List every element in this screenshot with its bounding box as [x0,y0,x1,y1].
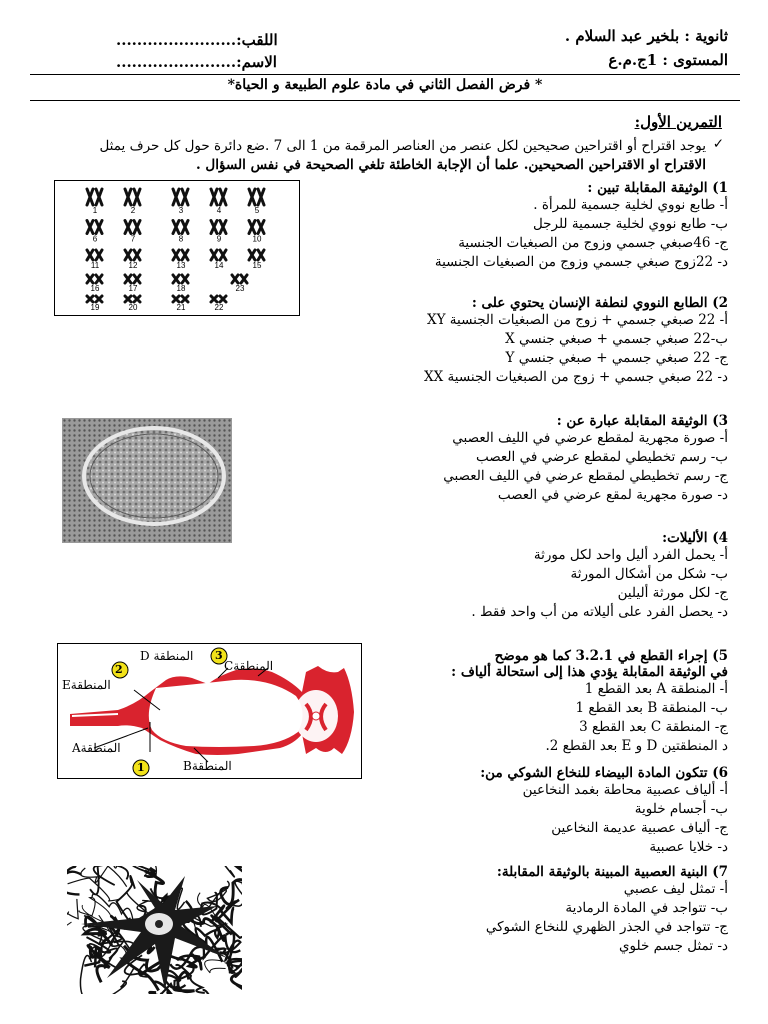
question-4 [428,530,728,622]
question-4-option-c[interactable]: ج- لكل مورثة أليلين [617,585,728,601]
nerve-fiber [67,895,78,919]
nerve-fiber [79,898,111,918]
question-6-option-b[interactable]: ب- أجسام خلوية [634,801,728,817]
question-5 [408,648,728,756]
question-1-option-a[interactable]: أ- طابع نووي لخلية جسمية للمرأة . [533,197,728,213]
chromosome-pair [125,250,140,260]
level: المستوى : 1ج.م.ع [608,51,728,69]
question-4-title: 4) الأليلات: [662,530,728,546]
chromosome-pair [211,189,226,205]
question-7-option-a[interactable]: أ- تمثل ليف عصبي [623,881,728,897]
chromosome-number: 21 [176,303,186,312]
chromosome-number: 22 [214,303,224,312]
chromosome-pair [211,221,226,234]
question-7-option-b[interactable]: ب- تتواجد في المادة الرمادية [565,900,728,916]
question-1-option-d[interactable]: د- 22زوج صبغي جسمي وزوج من الصبغيات الجنسية [434,254,728,270]
school-name: ثانوية : بلخير عبد السلام . [564,27,728,45]
zone-a-label: المنطقةA [72,741,121,755]
karyotype-figure [54,180,300,316]
question-6-option-c[interactable]: ج- ألياف عصبية عديمة النخاعين [551,820,728,836]
instruction-line-2: الاقتراح او الاقتراحين الصحيحين. علما أن الإجابة الخاطئة تلغي الصحيحة في نفس السؤال . [196,157,706,173]
karyotype-chromosomes [55,181,299,315]
question-7-option-d[interactable]: د- تمثل جسم خلوي [618,938,728,954]
chromosome-pair [87,250,102,260]
chromosome-pair [173,275,188,283]
chromosome-number: 4 [216,206,222,215]
name-field[interactable]: الاسم:....................... [116,53,277,71]
chromosome-number: 2 [130,206,136,215]
question-1-title: 1) الوثيقة المقابلة تبين : [587,180,728,196]
nerve-cut-diagram-svg [58,644,361,778]
cut-1-label: 1 [137,761,145,774]
question-4-option-b[interactable]: ب- شكل من أشكال المورثة [570,566,728,582]
question-5-title-2: في الوثيقة المقابلة يؤدي هذا إلى استحالة ألياف : [451,664,728,680]
question-2 [368,295,728,387]
question-6 [408,765,728,857]
chromosome-pair [173,296,188,302]
question-2-option-c[interactable]: ج- 22 صبغي جسمي + صبغي جنسي Y [505,350,728,366]
exam-title: * فرض الفصل الثاني في مادة علوم الطبيعة و الحياة* [227,77,543,93]
chromosome-number: 10 [252,234,262,244]
question-2-option-a[interactable]: أ- 22 صبغي جسمي + زوج من الصبغيات الجنسية XY [426,312,728,328]
chromosome-pair [211,296,226,302]
zone-e-label: المنطقةE [62,678,111,692]
question-2-option-b[interactable]: ب-22 صبغي جسمي + صبغي جنسي X [505,331,728,347]
chromosome-pair [249,221,264,234]
chromosome-pair [87,221,102,234]
nerve-micrograph [62,418,232,543]
question-3-option-a[interactable]: أ- صورة مجهرية لمقطع عرضي في الليف العصبي [452,430,728,446]
question-5-option-b[interactable]: ب- المنطقة B بعد القطع 1 [575,700,728,716]
checkmark-icon: ✓ [712,136,724,152]
chromosome-pair [87,189,102,205]
chromosome-number: 3 [178,206,184,215]
question-2-title: 2) الطابع النووي لنطفة الإنسان يحتوي على : [471,295,728,311]
question-1-option-b[interactable]: ب- طابع نووي لخلية جسمية للرجل [532,216,728,232]
chromosome-number: 13 [176,261,186,270]
chromosome-number: 5 [254,206,260,215]
chromosome-number: 1 [92,206,98,215]
zone-b-label: المنطقةB [183,759,232,773]
question-7 [408,864,728,956]
divider-bottom [30,100,740,101]
chromosome-pair [249,189,264,205]
nerve-fiber [67,912,72,941]
nerve-fiber [192,866,235,877]
question-6-option-a[interactable]: أ- ألياف عصبية محاطة بغمد النخاعين [522,782,728,798]
exercise-title: التمرين الأول: [634,113,722,131]
question-7-title: 7) البنية العصبية المبينة بالوثيقة المقابلة: [496,864,728,880]
chromosome-number: 20 [128,303,138,312]
question-1 [428,180,728,272]
question-1-option-c[interactable]: ج- 46صبغي جسمي وزوج من الصبغيات الجنسية [458,235,728,251]
divider-top [30,74,740,75]
question-6-title: 6) تتكون المادة البيضاء للنخاع الشوكي من: [480,765,728,781]
chromosome-number: 9 [216,234,222,244]
chromosome-number: 18 [176,284,186,293]
question-3 [408,413,728,505]
chromosome-pair [87,275,102,283]
question-4-option-d[interactable]: د- يحصل الفرد على أليلاته من أب واحد فقط . [471,604,728,620]
surname-field[interactable]: اللقب:....................... [116,31,278,49]
neuron-figure [67,866,242,994]
nucleolus [155,920,163,928]
chromosome-pair [125,296,140,302]
chromosome-number: 15 [252,261,262,270]
chromosome-number: 16 [90,284,100,293]
chromosome-number: 8 [178,234,184,244]
chromosome-number: 19 [90,303,100,312]
neuron-cell-body-image [67,866,242,994]
chromosome-pair [125,275,140,283]
question-3-option-c[interactable]: ج- رسم تخطيطي لمقطع عرضي في الليف العصبي [443,468,728,484]
question-5-option-d[interactable]: د المنطقتين D و E بعد القطع 2. [545,738,728,754]
zone-c-label: المنطقةC [224,659,274,673]
question-7-option-c[interactable]: ج- تتواجد في الجذر الظهري للنخاع الشوكي [485,919,728,935]
cut-2-label: 2 [115,663,123,676]
question-5-title: 5) إجراء القطع في 3.2.1 كما هو موضح [494,648,728,664]
chromosome-pair [173,221,188,234]
chromosome-number: 14 [214,261,224,270]
nerve-fiber [68,878,122,901]
question-4-option-a[interactable]: أ- يحمل الفرد أليل واحد لكل مورثة [533,547,728,563]
chromosome-number: 6 [92,234,98,244]
zone-d-label: المنطقة D [140,649,194,663]
question-5-option-a[interactable]: أ- المنطقة A بعد القطع 1 [584,681,728,697]
chromosome-pair [249,250,264,260]
nerve-cut-diagram [57,643,362,779]
chromosome-number: 12 [128,261,138,270]
question-3-option-b[interactable]: ب- رسم تخطيطي لمقطع عرضي في العصب [475,449,728,465]
cut-3-label: 3 [215,649,223,662]
nerve-fiber [106,968,134,994]
question-2-option-d[interactable]: د- 22 صبغي جسمي + زوج من الصبغيات الجنسية XX [423,369,728,385]
chromosome-pair [173,189,188,205]
question-3-title: 3) الوثيقة المقابلة عبارة عن : [556,413,728,429]
nerve-fiber [81,866,127,887]
chromosome-pair [211,250,226,260]
instruction-line-1: يوجد اقتراح أو اقتراحين صحيحين لكل عنصر من العناصر المرقمة من 1 الى 7 .ضع دائرة حول كل حرف يمثل [99,138,706,154]
question-5-option-c[interactable]: ج- المنطقة C بعد القطع 3 [579,719,728,735]
question-3-option-d[interactable]: د- صورة مجهرية لمقع عرضي في العصب [497,487,728,503]
chromosome-pair [232,275,247,283]
chromosome-number: 17 [128,284,138,293]
chromosome-number: 11 [90,261,100,270]
nerve-micrograph-image [62,418,232,543]
question-6-option-d[interactable]: د- خلايا عصبية [649,839,728,855]
chromosome-number: 23 [235,284,245,293]
nerve-fiber [233,866,242,873]
chromosome-pair [125,189,140,205]
chromosome-number: 7 [130,234,136,244]
chromosome-pair [87,296,102,302]
chromosome-pair [173,250,188,260]
chromosome-pair [125,221,140,234]
